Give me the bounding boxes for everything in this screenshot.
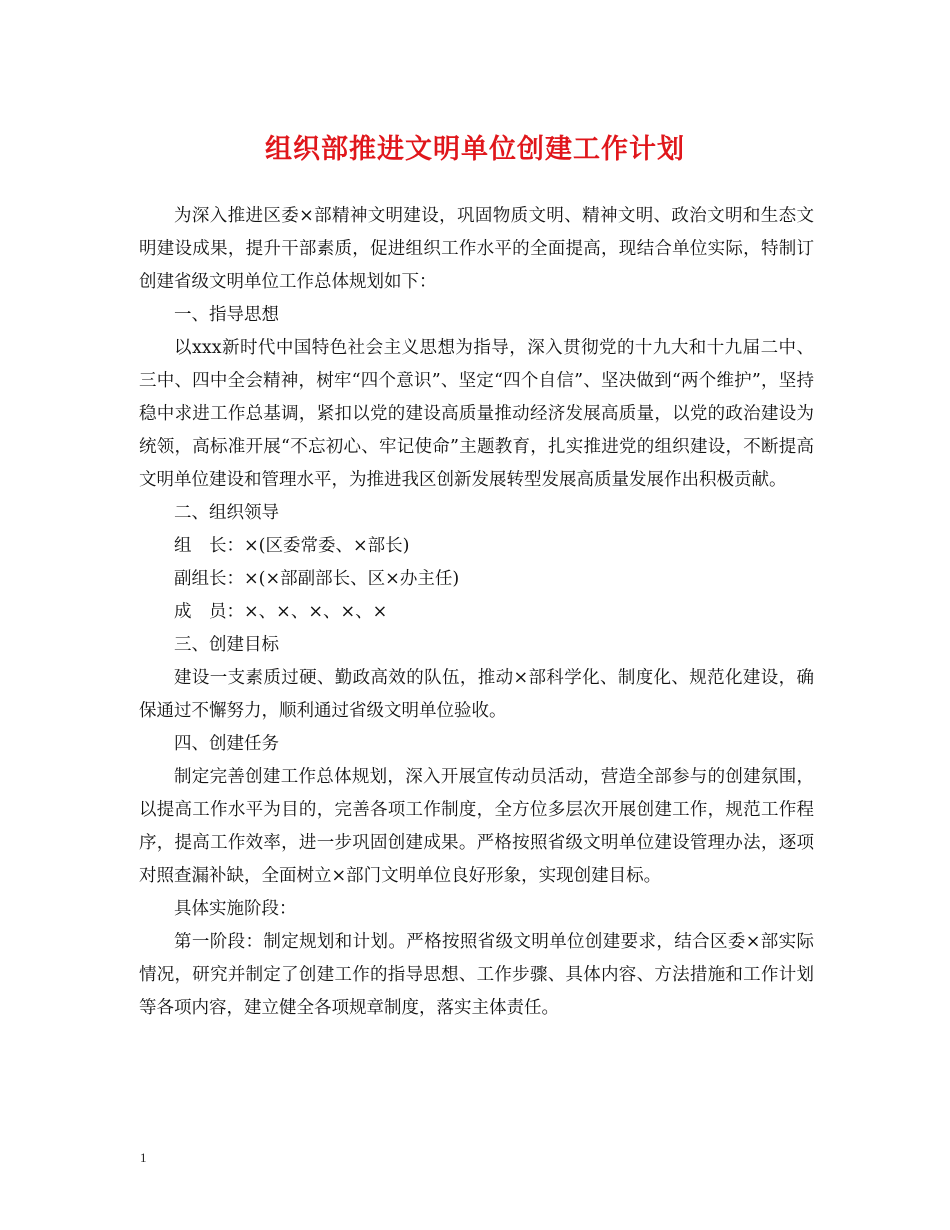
intro-paragraph: 为深入推进区委×部精神文明建设，巩固物质文明、精神文明、政治文明和生态文明建设成果，提升干部素质，促进组织工作水平的全面提高，现结合单位实际，特制订创建省级文明单位工作总体规划如下：	[139, 206, 814, 292]
stage-one-paragraph: 第一阶段：制定规划和计划。严格按照省级文明单位创建要求，结合区委×部实际情况，研究并制定了创建工作的指导思想、工作步骤、具体内容、方法措施和工作计划等各项内容，建立健全各项规章制度，落实主体责任。	[139, 932, 814, 1018]
deputy-leader-line: 副组长：×(×部副部长、区×办主任)	[174, 569, 460, 589]
tasks-paragraph: 制定完善创建工作总体规划，深入开展宣传动员活动，营造全部参与的创建氛围，以提高工作水平为目的，完善各项工作制度，全方位多层次开展创建工作，规范工作程序，提高工作效率，进一步巩固创建成果。严格按照省级文明单位建设管理办法，逐项对照查漏补缺，全面树立×部门文明单位良好形象，实现创建目标。	[139, 767, 814, 886]
guiding-ideology-paragraph: 以xxx新时代中国特色社会主义思想为指导，深入贯彻党的十九大和十九届二中、三中、四中全会精神，树牢“四个意识”、坚定“四个自信”、坚决做到“两个维护”，坚持稳中求进工作总基调，紧扣以党的建设高质量推动经济发展高质量，以党的政治建设为统领，高标准开展“不忘初心、牢记使命”主题教育，扎实推进党的组织建设，不断提高文明单位建设和管理水平，为推进我区创新发展转型发展高质量发展作出积极贡献。	[139, 338, 814, 490]
goals-paragraph: 建设一支素质过硬、勤政高效的队伍，推动×部科学化、制度化、规范化建设，确保通过不懈努力，顺利通过省级文明单位验收。	[139, 668, 814, 721]
page-number: 1	[140, 1150, 147, 1165]
members-line: 成 员：×、×、×、×、×	[174, 602, 388, 622]
section-heading-leadership: 二、组织领导	[174, 503, 279, 523]
section-heading-goals: 三、创建目标	[174, 635, 279, 655]
document-body	[139, 200, 814, 1025]
document-title: 组织部推进文明单位创建工作计划	[265, 134, 685, 165]
leader-line: 组 长：×(区委常委、×部长)	[174, 536, 410, 556]
section-heading-guiding-ideology: 一、指导思想	[174, 305, 279, 325]
section-heading-tasks: 四、创建任务	[174, 734, 279, 754]
implementation-stages-heading: 具体实施阶段：	[174, 899, 297, 919]
